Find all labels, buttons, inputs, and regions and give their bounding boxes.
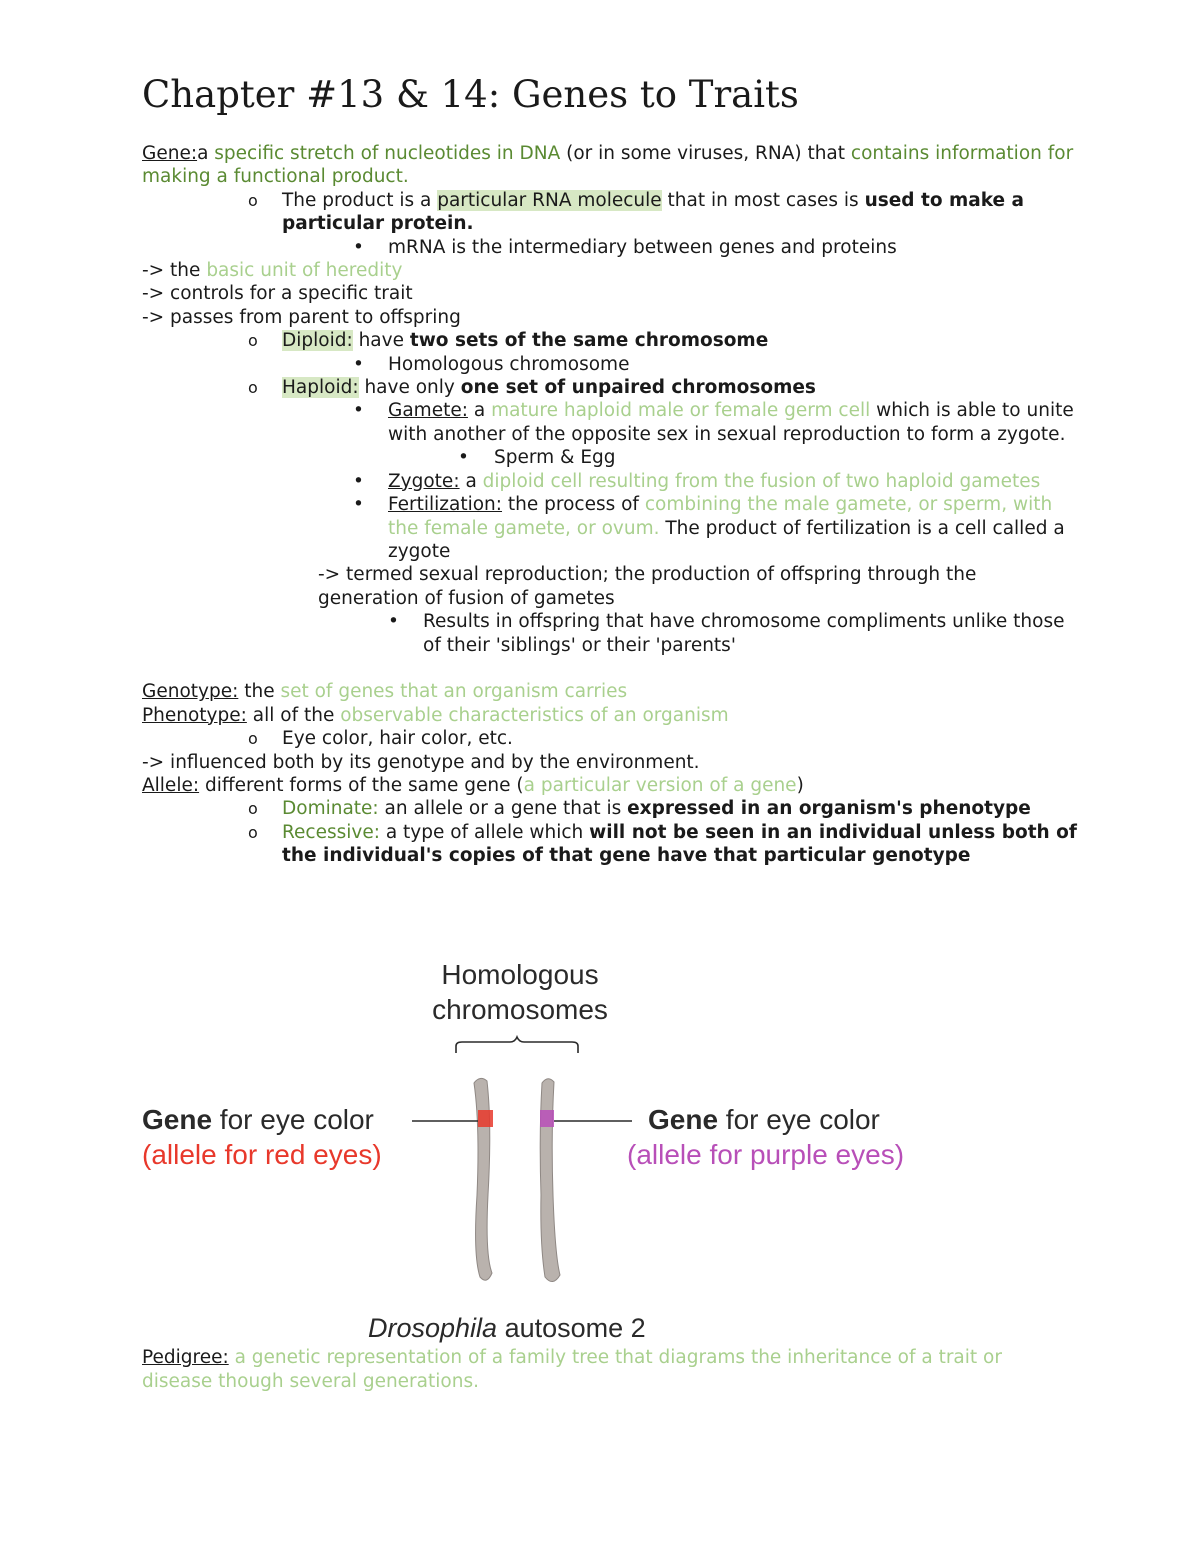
circle-bullet-icon: o bbox=[248, 729, 258, 749]
bullet-icon: • bbox=[353, 494, 364, 516]
offspring-result-item: • Results in offspring that have chromosome compliments unlike those of their 'siblings' or their 'parents' bbox=[388, 611, 1065, 656]
circle-bullet-icon: o bbox=[248, 822, 258, 842]
left-chromosome bbox=[474, 1078, 492, 1280]
figure-heading: Homologous chromosomes bbox=[432, 959, 608, 1025]
homologous-item: • Homologous chromosome bbox=[353, 353, 630, 375]
bullet-icon: • bbox=[353, 353, 364, 375]
bullet-icon: • bbox=[353, 236, 364, 258]
dominate-item: o Dominate: an allele or a gene that is expressed in an organism's phenotype bbox=[248, 798, 1031, 820]
bullet-icon: • bbox=[353, 470, 364, 492]
haploid-item: o Haploid: have only one set of unpaired chromosomes bbox=[248, 377, 816, 399]
recessive-item: o Recessive: a type of allele which will not be seen in an individual unless both of the individual's copies of that gene have that particular genotype bbox=[248, 821, 1077, 867]
phenotype-example-item: o Eye color, hair color, etc. bbox=[248, 728, 513, 750]
pedigree-definition: Pedigree: a genetic representation of a family tree that diagrams the inheritance of a trait or disease though several generations. bbox=[142, 1347, 1002, 1392]
offspring-note: -> passes from parent to offspring bbox=[142, 306, 461, 328]
genotype-definition: Genotype: the set of genes that an organism carries bbox=[142, 681, 628, 703]
trait-note: -> controls for a specific trait bbox=[142, 283, 413, 305]
fertilization-item: • Fertilization: the process of combining the male gamete, or sperm, with the female gamete, or ovum. The product of fertilization is a cell called a zygote bbox=[353, 494, 1065, 562]
bullet-icon: • bbox=[388, 611, 399, 633]
purple-allele-band bbox=[540, 1110, 554, 1127]
circle-bullet-icon: o bbox=[248, 799, 258, 819]
right-gene-label: Gene for eye color bbox=[648, 1104, 880, 1135]
heredity-note: -> the basic unit of heredity bbox=[142, 260, 403, 282]
gene-term: Gene: bbox=[142, 143, 198, 164]
circle-bullet-icon: o bbox=[248, 331, 258, 351]
sexual-reproduction-note: -> termed sexual reproduction; the production of offspring through the generation of fusion of gametes bbox=[318, 564, 977, 609]
right-allele-label: (allele for purple eyes) bbox=[627, 1139, 905, 1170]
sperm-egg-item: • Sperm & Egg bbox=[458, 447, 616, 469]
circle-bullet-icon: o bbox=[248, 190, 258, 210]
gene-product-item: o The product is a particular RNA molecule that in most cases is used to make a particular protein. bbox=[248, 189, 1025, 235]
red-allele-band bbox=[478, 1110, 493, 1127]
figure-caption: Drosophila autosome 2 bbox=[368, 1313, 646, 1343]
allele-definition: Allele: different forms of the same gene (a particular version of a gene) bbox=[142, 774, 804, 796]
mrna-item: • mRNA is the intermediary between genes and proteins bbox=[353, 236, 897, 258]
right-chromosome bbox=[540, 1079, 560, 1282]
chromosome-figure bbox=[140, 955, 940, 1355]
brace-icon bbox=[456, 1037, 578, 1053]
phenotype-definition: Phenotype: all of the observable characteristics of an organism bbox=[142, 704, 729, 726]
left-allele-label: (allele for red eyes) bbox=[142, 1139, 382, 1170]
left-gene-label: Gene for eye color bbox=[142, 1104, 374, 1135]
gamete-item: • Gamete: a mature haploid male or female germ cell which is able to unite with another of the opposite sex in sexual reproduction to form a zygote. bbox=[353, 400, 1074, 445]
diploid-item: o Diploid: have two sets of the same chromosome bbox=[248, 330, 769, 352]
document-body bbox=[142, 70, 1082, 868]
gene-definition: Gene:a specific stretch of nucleotides in DNA (or in some viruses, RNA) that contains information for making a functional product. bbox=[142, 143, 1074, 188]
bullet-icon: • bbox=[353, 400, 364, 422]
page-title: Chapter #13 & 14: Genes to Traits bbox=[142, 73, 799, 116]
zygote-item: • Zygote: a diploid cell resulting from the fusion of two haploid gametes bbox=[353, 470, 1041, 492]
bullet-icon: • bbox=[458, 447, 469, 469]
circle-bullet-icon: o bbox=[248, 378, 258, 398]
phenotype-note: -> influenced both by its genotype and by the environment. bbox=[142, 751, 700, 773]
